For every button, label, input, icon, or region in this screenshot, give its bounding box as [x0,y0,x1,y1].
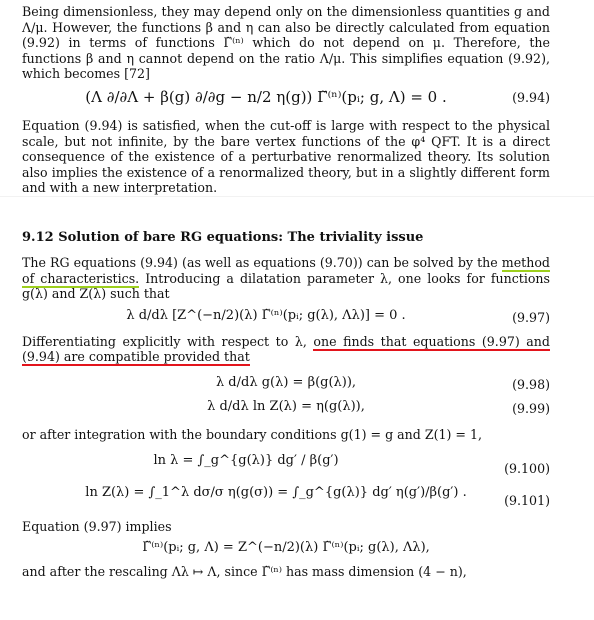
equation-9-99 [22,399,550,423]
paragraph-integration: or after integration with the boundary conditions g(1) = g and Z(1) = 1, [22,426,482,442]
highlight-method-of-characteristics: method of characteristics. [22,255,550,286]
paragraph-characteristics-b: Introducing a dilatation parameter λ, one looks for functions g(λ) and Z(λ) such that [22,270,551,302]
equation-9-97 [22,308,550,334]
equation-9-97-number: (9.97) [512,309,550,325]
equation-9-98-number: (9.98) [512,376,550,392]
highlight-compatible: one finds that equations (9.97) and (9.94) are compatible provided that [22,333,550,365]
paragraph-dimensionless: Being dimensionless, they may depend only on the dimensionless quantities g and Λ/μ. However, the functions β and η can also be directly calculated from equation (9.92) in terms of functions Γ̃⁽ⁿ⁾ which do not depend on μ. Therefore, the functions β and η cannot depend on the ratio Λ/μ. This simplifies equation (9.92), which becomes [72] [22,4,550,82]
equation-9-100-number: (9.100) [504,460,550,476]
equation-9-100-body: ln λ = ∫_g^{g(λ)} dg′ / β(g′) [153,452,339,468]
paragraph-differentiating-a: Differentiating explicitly with respect to λ, [22,333,314,349]
equation-9-100 [22,453,550,485]
equation-9-98-body: λ d/dλ g(λ) = β(g(λ)), [215,374,357,390]
paragraph-differentiating [22,334,550,365]
equation-9-94 [22,88,550,118]
equation-9-101-number: (9.101) [504,492,550,508]
section-title: 9.12 Solution of bare RG equations: The triviality issue [22,230,424,245]
page-separator [0,196,594,231]
paragraph-rescaling: and after the rescaling Λλ ↦ Λ, since Γ̃⁽ⁿ⁾ has mass dimension (4 − n), [22,564,467,580]
equation-9-94-body: (Λ ∂/∂Λ + β(g) ∂/∂g − n/2 η(g)) Γ̃⁽ⁿ⁾(pᵢ; g, Λ) = 0 . [85,87,447,106]
equation-9-101-body: ln Z(λ) = ∫_1^λ dσ/σ η(g(σ)) = ∫_g^{g(λ)} dg′ η(g′)/β(g′) . [85,484,467,500]
equation-rescaling [22,540,550,564]
equation-rescaling-body: Γ̃⁽ⁿ⁾(pᵢ; g, Λ) = Z^(−n/2)(λ) Γ̃⁽ⁿ⁾(pᵢ; g(λ), Λλ), [142,540,430,556]
equation-9-99-number: (9.99) [512,400,550,416]
paragraph-implies: Equation (9.97) implies [22,518,172,534]
equation-9-97-body: λ d/dλ [Z^(−n/2)(λ) Γ̃⁽ⁿ⁾(pᵢ; g(λ), Λλ)] = 0 . [126,307,406,323]
equation-9-101 [22,485,550,519]
paragraph-characteristics-a: The RG equations (9.94) (as well as equations (9.70)) can be solved by the [22,255,502,270]
equation-9-94-number: (9.94) [512,89,550,105]
paragraph-characteristics [22,255,550,302]
top-fragment [22,4,550,196]
equation-9-99-body: λ d/dλ ln Z(λ) = η(g(λ)), [207,398,365,414]
equation-9-98 [22,375,550,399]
section-9-12 [22,230,550,580]
paragraph-cutoff: Equation (9.94) is satisfied, when the cut-off is large with respect to the physical scale, but not infinite, by the bare vertex functions of the φ⁴ QFT. It is a direct consequence of the existence of a perturbative renormalized theory. Its solution also implies the existence of a renormalized theory, but in a slightly different form and with a new interpretation. [22,117,550,196]
